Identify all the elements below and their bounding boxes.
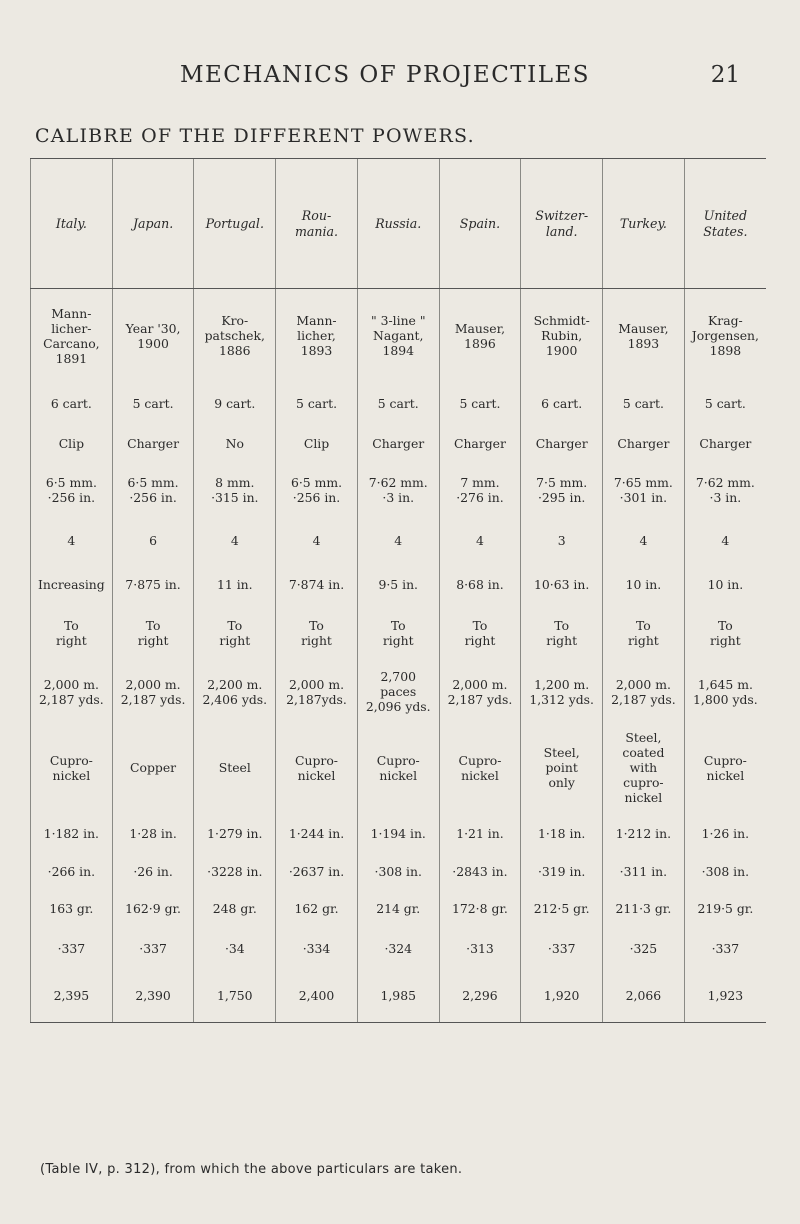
table-cell: ·26 in. <box>112 855 194 891</box>
header-row <box>31 159 767 289</box>
table-cell: To right <box>31 605 113 663</box>
table-cell: ·308 in. <box>684 855 766 891</box>
table-cell: Charger <box>684 425 766 465</box>
table-body <box>31 289 767 1023</box>
table-cell: 2,400 <box>276 971 358 1023</box>
table-cell: 7·62 mm. ·3 in. <box>684 465 766 517</box>
table-cell: 2,066 <box>603 971 685 1023</box>
table-cell: 1·194 in. <box>357 815 439 855</box>
table-cell: 4 <box>603 517 685 567</box>
table-cell: 4 <box>276 517 358 567</box>
table-row <box>31 815 767 855</box>
table-cell: ·337 <box>112 929 194 971</box>
table-cell: ·3228 in. <box>194 855 276 891</box>
table-cell: Charger <box>603 425 685 465</box>
column-header: Switzer- land. <box>521 159 603 289</box>
table-cell: ·266 in. <box>31 855 113 891</box>
table-cell: 11 in. <box>194 567 276 605</box>
table-cell: To right <box>439 605 521 663</box>
table-cell: 6 cart. <box>31 385 113 425</box>
table-cell: 1·28 in. <box>112 815 194 855</box>
table-cell: 1,200 m. 1,312 yds. <box>521 663 603 723</box>
table-cell: No <box>194 425 276 465</box>
table-row <box>31 663 767 723</box>
table-cell: Increasing <box>31 567 113 605</box>
table-cell: 1·279 in. <box>194 815 276 855</box>
table-cell: 172·8 gr. <box>439 891 521 929</box>
calibre-table <box>30 158 766 1023</box>
table-cell: Steel, coated with cupro- nickel <box>603 723 685 815</box>
table-cell: ·2637 in. <box>276 855 358 891</box>
table-cell: 212·5 gr. <box>521 891 603 929</box>
table-cell: 2,200 m. 2,406 yds. <box>194 663 276 723</box>
column-header: Japan. <box>112 159 194 289</box>
table-cell: ·337 <box>31 929 113 971</box>
table-cell: ·337 <box>521 929 603 971</box>
table-cell: 5 cart. <box>684 385 766 425</box>
table-cell: ·2843 in. <box>439 855 521 891</box>
table-cell: 7·62 mm. ·3 in. <box>357 465 439 517</box>
table-cell: ·337 <box>684 929 766 971</box>
table-cell: ·324 <box>357 929 439 971</box>
table-cell: To right <box>684 605 766 663</box>
running-head: MECHANICS OF PROJECTILES <box>179 62 591 88</box>
table-cell: Cupro- nickel <box>439 723 521 815</box>
table-cell: ·319 in. <box>521 855 603 891</box>
table-cell: Cupro- nickel <box>684 723 766 815</box>
table-cell: 162·9 gr. <box>112 891 194 929</box>
table-cell: 3 <box>521 517 603 567</box>
table-cell: 214 gr. <box>357 891 439 929</box>
column-header: Rou- mania. <box>276 159 358 289</box>
table-row <box>31 605 767 663</box>
table-row <box>31 465 767 517</box>
table-row <box>31 971 767 1023</box>
table-cell: ·325 <box>603 929 685 971</box>
table-cell: 1·26 in. <box>684 815 766 855</box>
table-cell: To right <box>521 605 603 663</box>
table-cell: 1,645 m. 1,800 yds. <box>684 663 766 723</box>
table-cell: 248 gr. <box>194 891 276 929</box>
table-cell: 2,000 m. 2,187 yds. <box>31 663 113 723</box>
table-cell: ·334 <box>276 929 358 971</box>
table-cell: Charger <box>439 425 521 465</box>
table-cell: Mann- licher, 1893 <box>276 289 358 385</box>
table-row <box>31 289 767 385</box>
table-cell: 6 <box>112 517 194 567</box>
table-cell: Cupro- nickel <box>357 723 439 815</box>
table-cell: Cupro- nickel <box>31 723 113 815</box>
table-cell: 162 gr. <box>276 891 358 929</box>
table-row <box>31 425 767 465</box>
table-cell: " 3-line " Nagant, 1894 <box>357 289 439 385</box>
table-cell: 2,700 paces 2,096 yds. <box>357 663 439 723</box>
table-cell: 7·874 in. <box>276 567 358 605</box>
table-cell: 5 cart. <box>603 385 685 425</box>
table-cell: Charger <box>112 425 194 465</box>
table-cell: 7·875 in. <box>112 567 194 605</box>
table-cell: Year '30, 1900 <box>112 289 194 385</box>
table-cell: Kro- patschek, 1886 <box>194 289 276 385</box>
table-cell: 5 cart. <box>276 385 358 425</box>
table-cell: Krag- Jorgensen, 1898 <box>684 289 766 385</box>
table-cell: 10 in. <box>603 567 685 605</box>
table-cell: 8 mm. ·315 in. <box>194 465 276 517</box>
table-cell: 1,920 <box>521 971 603 1023</box>
table-cell: 5 cart. <box>112 385 194 425</box>
table-cell: 4 <box>31 517 113 567</box>
table-cell: 163 gr. <box>31 891 113 929</box>
table-row <box>31 891 767 929</box>
table-cell: ·34 <box>194 929 276 971</box>
table-cell: ·308 in. <box>357 855 439 891</box>
table-cell: 1·212 in. <box>603 815 685 855</box>
table-cell: 1,923 <box>684 971 766 1023</box>
table-cell: To right <box>603 605 685 663</box>
table-cell: ·311 in. <box>603 855 685 891</box>
table-cell: Cupro- nickel <box>276 723 358 815</box>
table-cell: To right <box>194 605 276 663</box>
table-cell: 1,985 <box>357 971 439 1023</box>
table-cell: 6·5 mm. ·256 in. <box>276 465 358 517</box>
table-cell: 2,395 <box>31 971 113 1023</box>
table-cell: Charger <box>521 425 603 465</box>
table-cell: 1·21 in. <box>439 815 521 855</box>
column-header: Spain. <box>439 159 521 289</box>
table-cell: ·313 <box>439 929 521 971</box>
column-header: Russia. <box>357 159 439 289</box>
table-cell: 6·5 mm. ·256 in. <box>31 465 113 517</box>
table-cell: Mauser, 1893 <box>603 289 685 385</box>
table-cell: 4 <box>684 517 766 567</box>
table-cell: 4 <box>194 517 276 567</box>
table-cell: Steel, point only <box>521 723 603 815</box>
table-row <box>31 723 767 815</box>
table-cell: 8·68 in. <box>439 567 521 605</box>
table-cell: 7 mm. ·276 in. <box>439 465 521 517</box>
table-cell: 5 cart. <box>439 385 521 425</box>
table-cell: To right <box>357 605 439 663</box>
column-header: Turkey. <box>603 159 685 289</box>
table-row <box>31 385 767 425</box>
table-cell: 9·5 in. <box>357 567 439 605</box>
footnote: (Table IV, p. 312), from which the above particulars are taken. <box>40 1162 463 1177</box>
table-row <box>31 567 767 605</box>
table-cell: Copper <box>112 723 194 815</box>
table-cell: 2,296 <box>439 971 521 1023</box>
table-cell: 2,000 m. 2,187yds. <box>276 663 358 723</box>
table-cell: 10·63 in. <box>521 567 603 605</box>
table-cell: To right <box>276 605 358 663</box>
table-cell: 6·5 mm. ·256 in. <box>112 465 194 517</box>
table-cell: 2,000 m. 2,187 yds. <box>439 663 521 723</box>
column-header: Portugal. <box>194 159 276 289</box>
table-row <box>31 517 767 567</box>
table-cell: Mauser, 1896 <box>439 289 521 385</box>
section-caption: CALIBRE OF THE DIFFERENT POWERS. <box>35 125 475 147</box>
table-cell: 1·18 in. <box>521 815 603 855</box>
table-row <box>31 929 767 971</box>
table-cell: 1,750 <box>194 971 276 1023</box>
table-cell: 219·5 gr. <box>684 891 766 929</box>
table-cell: 10 in. <box>684 567 766 605</box>
table-row <box>31 855 767 891</box>
table-cell: Clip <box>31 425 113 465</box>
table-cell: 7·5 mm. ·295 in. <box>521 465 603 517</box>
table-cell: 7·65 mm. ·301 in. <box>603 465 685 517</box>
table-cell: 2,000 m. 2,187 yds. <box>112 663 194 723</box>
table-cell: 9 cart. <box>194 385 276 425</box>
table-cell: 2,390 <box>112 971 194 1023</box>
column-header: United States. <box>684 159 766 289</box>
table-cell: To right <box>112 605 194 663</box>
page-number: 21 <box>710 62 740 88</box>
table-cell: Mann- licher- Carcano, 1891 <box>31 289 113 385</box>
table-cell: 4 <box>357 517 439 567</box>
table-cell: 6 cart. <box>521 385 603 425</box>
table-cell: 4 <box>439 517 521 567</box>
table-cell: 1·182 in. <box>31 815 113 855</box>
table-cell: 211·3 gr. <box>603 891 685 929</box>
table-cell: Steel <box>194 723 276 815</box>
table-cell: 1·244 in. <box>276 815 358 855</box>
table-cell: Clip <box>276 425 358 465</box>
table-cell: 5 cart. <box>357 385 439 425</box>
table-cell: Schmidt- Rubin, 1900 <box>521 289 603 385</box>
column-header: Italy. <box>31 159 113 289</box>
table-header <box>31 159 767 289</box>
table-cell: Charger <box>357 425 439 465</box>
table-cell: 2,000 m. 2,187 yds. <box>603 663 685 723</box>
